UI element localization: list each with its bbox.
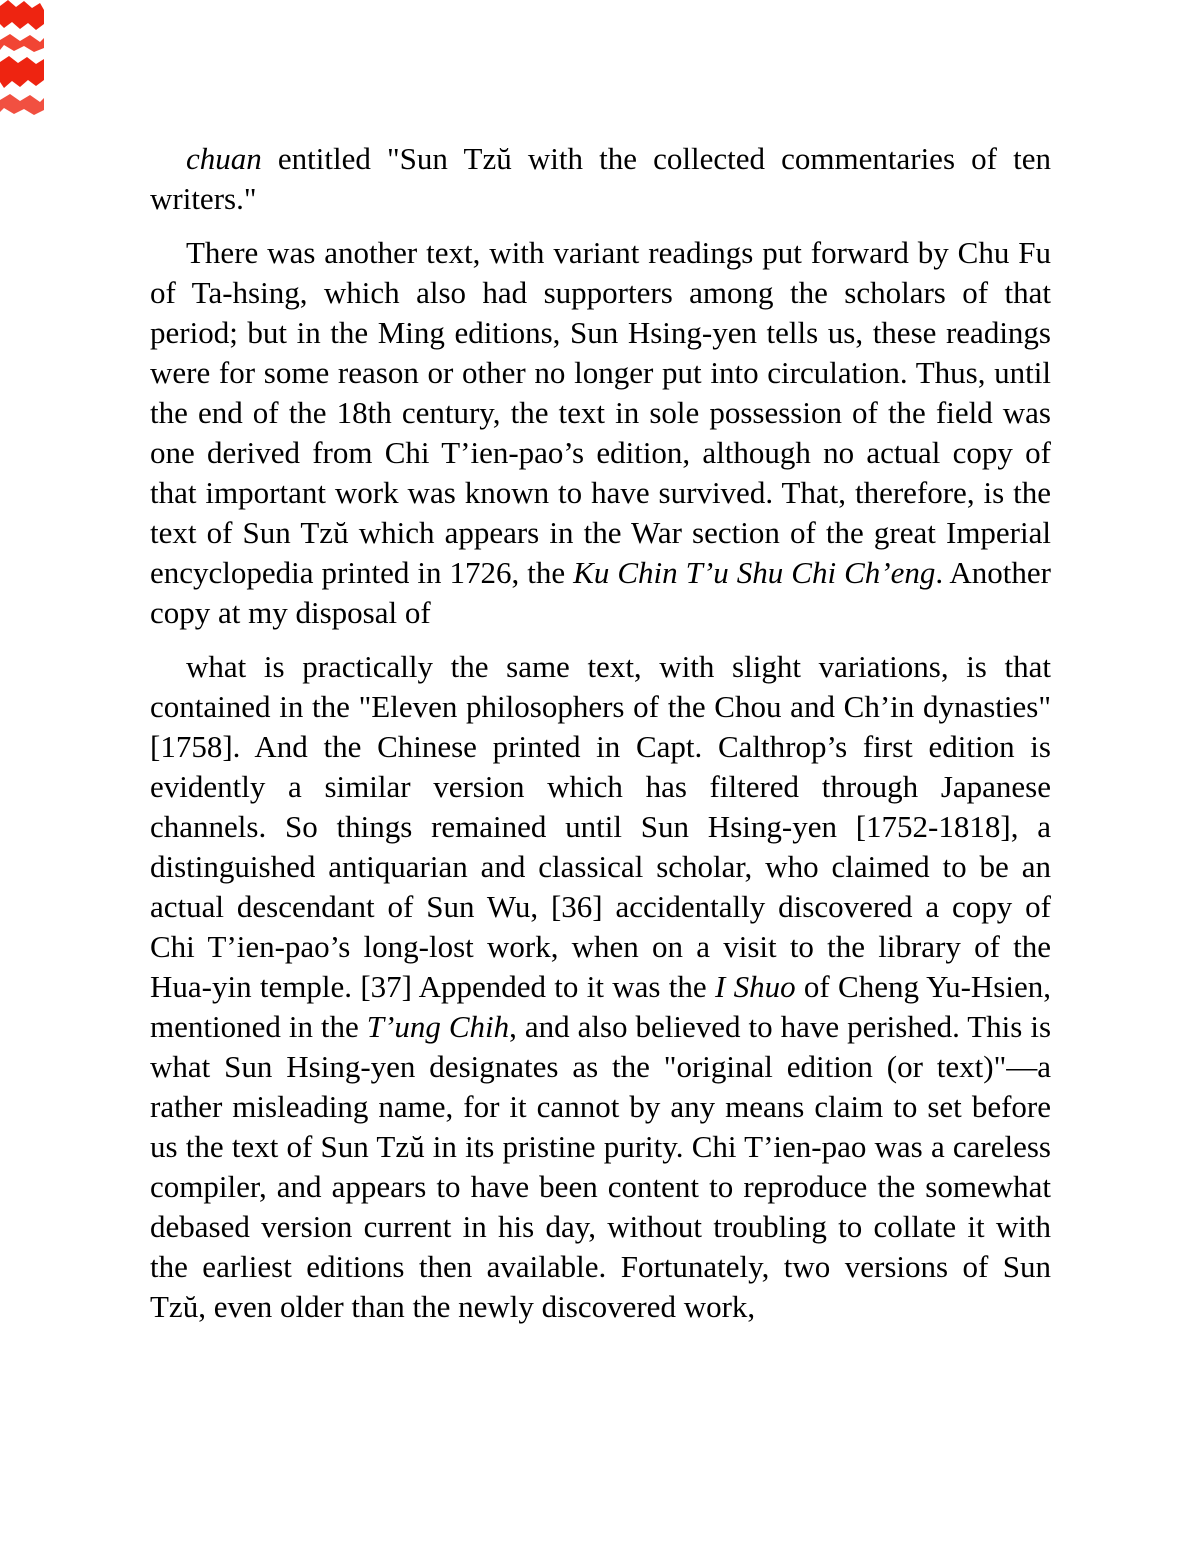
artifact-band [0, 34, 44, 52]
paragraph [150, 139, 1051, 219]
text-run: what is practically the same text, with slight variations, is that contained in the "Eleven philosophers of the Chou and Ch’in dynasties" [1758]. And the Chinese printed in Capt. Calthrop’s first edition is evidently a similar version which has filtered through Japanese channels. So things remained until Sun Hsing-yen [1752-1818], a distinguished antiquarian and classical scholar, who claimed to be an actual descendant of Sun Wu, [36] accidentally discovered a copy of Chi T’ien-pao’s long-lost work, when on a visit to the library of the Hua-yin temple. [37] Appended to it was the [150, 649, 1051, 1004]
scan-corruption-artifact [0, 0, 46, 120]
artifact-band [0, 56, 44, 88]
text-block [150, 139, 1051, 1327]
italic-text-run: I Shuo [714, 969, 796, 1004]
text-run: There was another text, with variant readings put forward by Chu Fu of Ta-hsing, which also had supporters among the scholars of that period; but in the Ming editions, Sun Hsing-yen tells us, these readings were for some reason or other no longer put into circulation. Thus, until the end of the 18th century, the text in sole possession of the field was one derived from Chi T’ien-pao’s edition, although no actual copy of that important work was known to have survived. That, therefore, is the text of Sun Tzŭ which appears in the War section of the great Imperial encyclopedia printed in 1726, the [150, 235, 1051, 590]
paragraph [150, 647, 1051, 1327]
text-run: . Another copy at my disposal of [150, 555, 1051, 630]
artifact-band [0, 94, 44, 115]
italic-text-run: Ku Chin T’u Shu Chi Ch’eng [573, 555, 936, 590]
paragraph [150, 233, 1051, 633]
text-run: , and also believed to have perished. This is what Sun Hsing-yen designates as the "original edition (or text)"—a rather misleading name, for it cannot by any means claim to set before us the text of Sun Tzŭ in its pristine purity. Chi T’ien-pao was a careless compiler, and appears to have been content to reproduce the somewhat debased version current in his day, without troubling to collate it with the earliest editions then available. Fortunately, two versions of Sun Tzŭ, even older than the newly discovered work, [150, 1009, 1052, 1324]
text-run: entitled "Sun Tzŭ with the collected commentaries of ten writers." [150, 141, 1051, 216]
italic-text-run: T’ung Chih [366, 1009, 510, 1044]
text-run: of Cheng Yu-Hsien, mentioned in the [150, 969, 1051, 1044]
artifact-band [0, 0, 44, 30]
italic-text-run: chuan [186, 141, 262, 176]
